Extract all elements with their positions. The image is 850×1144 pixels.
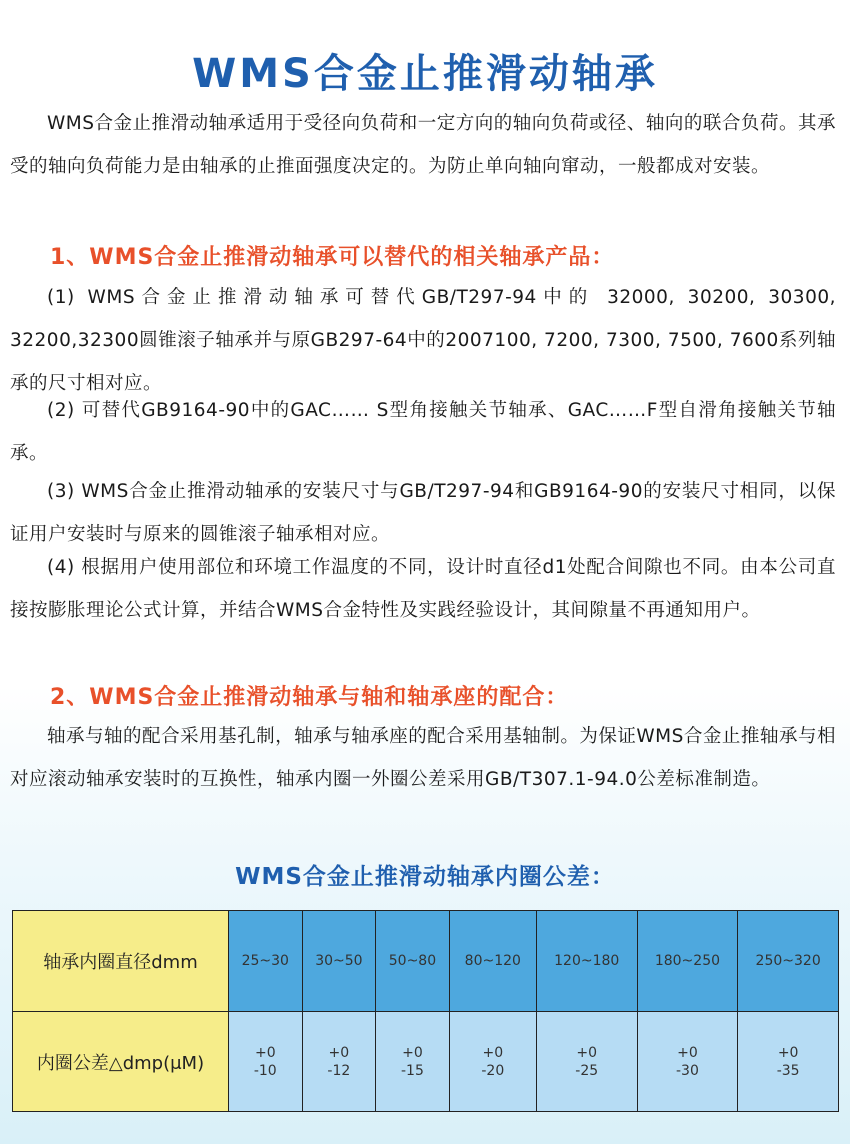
tolerance-cell — [536, 1012, 637, 1112]
tolerance-lower: -25 — [575, 1062, 599, 1079]
tolerance-upper: +0 — [777, 1044, 799, 1061]
tolerance-upper: +0 — [254, 1044, 276, 1061]
tolerance-cell — [637, 1012, 738, 1112]
tolerance-lower: -15 — [401, 1062, 424, 1079]
row-header-diameter: 轴承内圈直径dmm — [13, 911, 229, 1012]
tolerance-lower: -20 — [481, 1062, 505, 1079]
tolerance-cell — [738, 1012, 839, 1112]
tolerance-lower: -35 — [776, 1062, 800, 1079]
section1-item-2: (2) 可替代GB9164-90中的GAC…… S型角接触关节轴承、GAC……F型自滑角接触关节轴承。 — [10, 400, 836, 464]
table-row-diameter — [13, 911, 839, 1012]
section1-item-3: (3) WMS合金止推滑动轴承的安装尺寸与GB/T297-94和GB9164-90的安装尺寸相同，以保证用户安装时与原来的圆锥滚子轴承相对应。 — [10, 481, 836, 545]
table-title: WMS合金止推滑动轴承内圈公差： — [235, 864, 615, 890]
tolerance-table — [12, 910, 839, 1112]
tolerance-cell — [449, 1012, 536, 1112]
diameter-cell: 180~250 — [637, 911, 738, 1012]
intro-paragraph: WMS合金止推滑动轴承适用于受径向负荷和一定方向的轴向负荷或径、轴向的联合负荷。其承受的轴向负荷能力是由轴承的止推面强度决定的。为防止单向轴向窜动，一般都成对安装。 — [10, 113, 836, 177]
section1-item-1: (1) WMS合金止推滑动轴承可替代GB/T297-94中的 32000, 30200, 30300, 32200,32300圆锥滚子轴承并与原GB297-64中的2007100, 7200, 7300, 7500, 7600系列轴承的尺寸相对应。 — [10, 287, 836, 394]
table-row-tolerance — [13, 1012, 839, 1112]
section1-heading: 1、WMS合金止推滑动轴承可以替代的相关轴承产品： — [50, 245, 615, 270]
tolerance-cell — [376, 1012, 450, 1112]
tolerance-lower: -30 — [675, 1062, 699, 1079]
diameter-cell: 50~80 — [376, 911, 450, 1012]
tolerance-upper: +0 — [482, 1044, 504, 1061]
section2-heading: 2、WMS合金止推滑动轴承与轴和轴承座的配合： — [50, 685, 569, 710]
diameter-cell: 120~180 — [536, 911, 637, 1012]
section1-item-4: (4) 根据用户使用部位和环境工作温度的不同，设计时直径d1处配合间隙也不同。由本公司直接按膨胀理论公式计算，并结合WMS合金特性及实践经验设计，其间隙量不再通知用户。 — [10, 557, 836, 621]
diameter-cell: 25~30 — [229, 911, 303, 1012]
tolerance-upper: +0 — [402, 1044, 423, 1061]
row-header-tolerance: 内圈公差△dmp(μM) — [13, 1012, 229, 1112]
section2-paragraph: 轴承与轴的配合采用基孔制，轴承与轴承座的配合采用基轴制。为保证WMS合金止推轴承与相对应滚动轴承安装时的互换性，轴承内圈一外圈公差采用GB/T307.1-94.0公差标准制造。 — [10, 726, 836, 790]
tolerance-lower: -12 — [327, 1062, 351, 1079]
tolerance-upper: +0 — [328, 1044, 350, 1061]
tolerance-upper: +0 — [677, 1044, 698, 1061]
tolerance-lower: -10 — [253, 1062, 277, 1079]
diameter-cell: 30~50 — [302, 911, 376, 1012]
tolerance-upper: +0 — [576, 1044, 598, 1061]
tolerance-cell — [229, 1012, 303, 1112]
diameter-cell: 80~120 — [449, 911, 536, 1012]
page-title: WMS合金止推滑动轴承 — [192, 51, 658, 97]
diameter-cell: 250~320 — [738, 911, 839, 1012]
tolerance-cell — [302, 1012, 376, 1112]
